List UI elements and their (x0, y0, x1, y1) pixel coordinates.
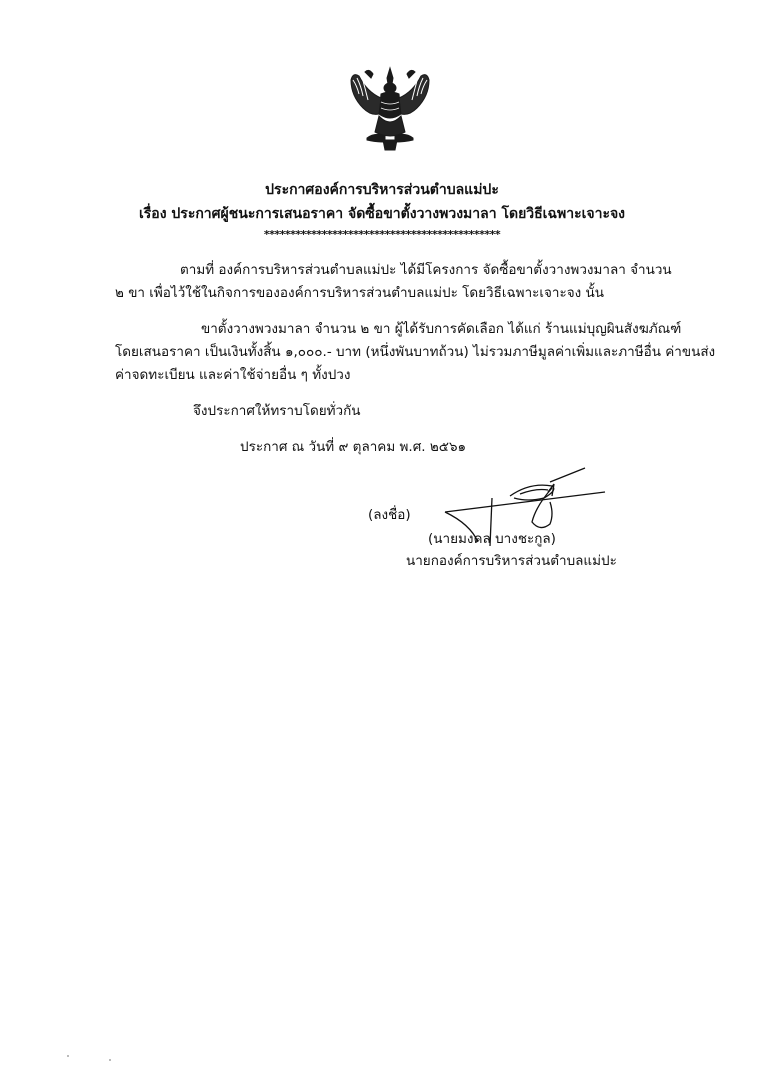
paragraph2-line2: โดยเสนอราคา เป็นเงินทั้งสิ้น ๑,๐๐๐.- บาท (หนึ่งพันบาทถ้วน) ไม่รวมภาษีมูลค่าเพิ่มและภาษีอื่น ค่าขนส่ง (115, 344, 716, 360)
paragraph2-line1: ขาตั้งวางพวงมาลา จำนวน ๒ ขา ผู้ได้รับการคัดเลือก ได้แก่ ร้านแม่บุญผินสังฆภัณฑ์ (201, 321, 682, 337)
closing-statement: จึงประกาศให้ทราบโดยทั่วกัน (193, 403, 361, 419)
scan-speck (109, 1059, 111, 1061)
scan-speck (67, 1055, 69, 1057)
announcement-subject: เรื่อง ประกาศผู้ชนะการเสนอราคา จัดซื้อขาตั้งวางพวงมาลา โดยวิธีเฉพาะเจาะจง (138, 206, 626, 222)
paragraph1-line2: ๒ ขา เพื่อไว้ใช้ในกิจการขององค์การบริหารส่วนตำบลแม่ปะ โดยวิธีเฉพาะเจาะจง นั้น (115, 285, 605, 301)
signatory-position: นายกองค์การบริหารส่วนตำบลแม่ปะ (406, 553, 617, 569)
garuda-emblem-icon (345, 62, 435, 154)
paragraph1-line1: ตามที่ องค์การบริหารส่วนตำบลแม่ปะ ได้มีโครงการ จัดซื้อขาตั้งวางพวงมาลา จำนวน (180, 262, 672, 278)
announcement-date: ประกาศ ณ วันที่ ๙ ตุลาคม พ.ศ. ๒๕๖๑ (240, 439, 467, 455)
announcement-heading: ประกาศองค์การบริหารส่วนตำบลแม่ปะ (265, 182, 499, 198)
sign-label: (ลงชื่อ) (368, 507, 411, 523)
paragraph2-line3: ค่าจดทะเบียน และค่าใช้จ่ายอื่น ๆ ทั้งปวง (115, 367, 351, 383)
separator-line: ********************************************* (263, 228, 501, 241)
signatory-name: (นายมงคล บางชะกูล) (428, 531, 556, 547)
